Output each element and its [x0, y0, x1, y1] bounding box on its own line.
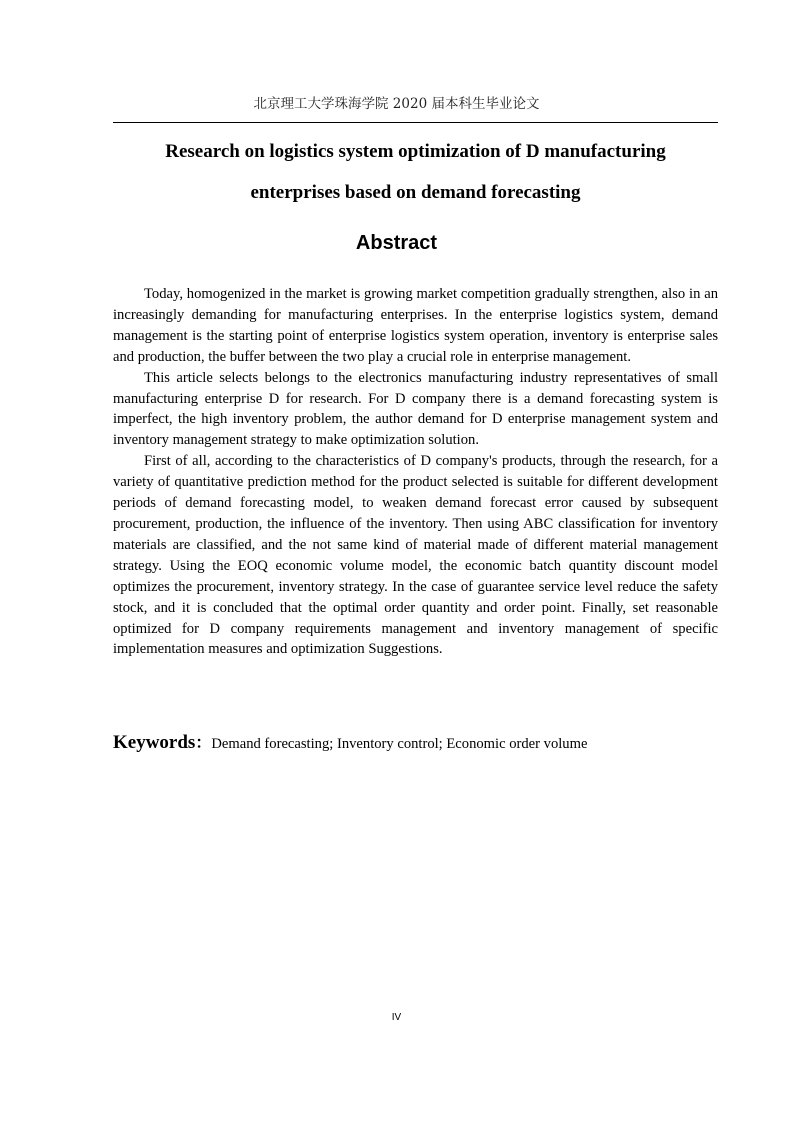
abstract-paragraph-3: First of all, according to the characteristics of D company's products, through the research, for a variety of quantitative prediction method for the product selected is suitable for different development periods of demand forecasting model, to weaken demand forecast error caused by subsequent procurement, production, the influence of the inventory. Then using ABC classification for inventory materials are classified, and the not same kind of material made of different material management strategy. Using the EOQ economic volume model, the economic batch quantity discount model optimizes the procurement, inventory strategy. In the case of guarantee service level reduce the safety stock, and it is concluded that the optimal order quantity and order point. Finally, set reasonable optimized for D company requirements management and inventory management of specific implementation measures and optimization Suggestions.: [113, 453, 718, 658]
abstract-paragraph-1: Today, homogenized in the market is growing market competition gradually strengthen, also in an increasingly demanding for manufacturing enterprises. In the enterprise logistics system, demand management is the starting point of enterprise logistics system operation, inventory is enterprise sales and production, the buffer between the two play a crucial role in enterprise management.: [113, 286, 718, 365]
page-number: IV: [391, 1012, 402, 1023]
abstract-paragraph-2: This article selects belongs to the electronics manufacturing industry representatives of small manufacturing enterprise D for research. For D company there is a demand forecasting system is imperfect, the high inventory problem, the author demand for D enterprise management system and inventory management strategy to make optimization solution.: [113, 369, 718, 449]
keywords-label: Keywords: [113, 732, 196, 753]
thesis-title: [113, 131, 718, 213]
thesis-title-line-1: Research on logistics system optimization of D manufacturing: [165, 141, 666, 162]
abstract-body: [113, 284, 718, 660]
page-header: 北京理工大学珠海学院 2020 届本科生毕业论文: [253, 96, 540, 112]
header-divider: [113, 122, 718, 123]
thesis-title-line-2: enterprises based on demand forecasting: [250, 182, 581, 203]
keywords-line: [113, 730, 718, 754]
abstract-heading: Abstract: [355, 232, 438, 254]
keywords-colon: ：: [195, 735, 212, 752]
keywords-value: Demand forecasting; Inventory control; Economic order volume: [211, 736, 588, 752]
